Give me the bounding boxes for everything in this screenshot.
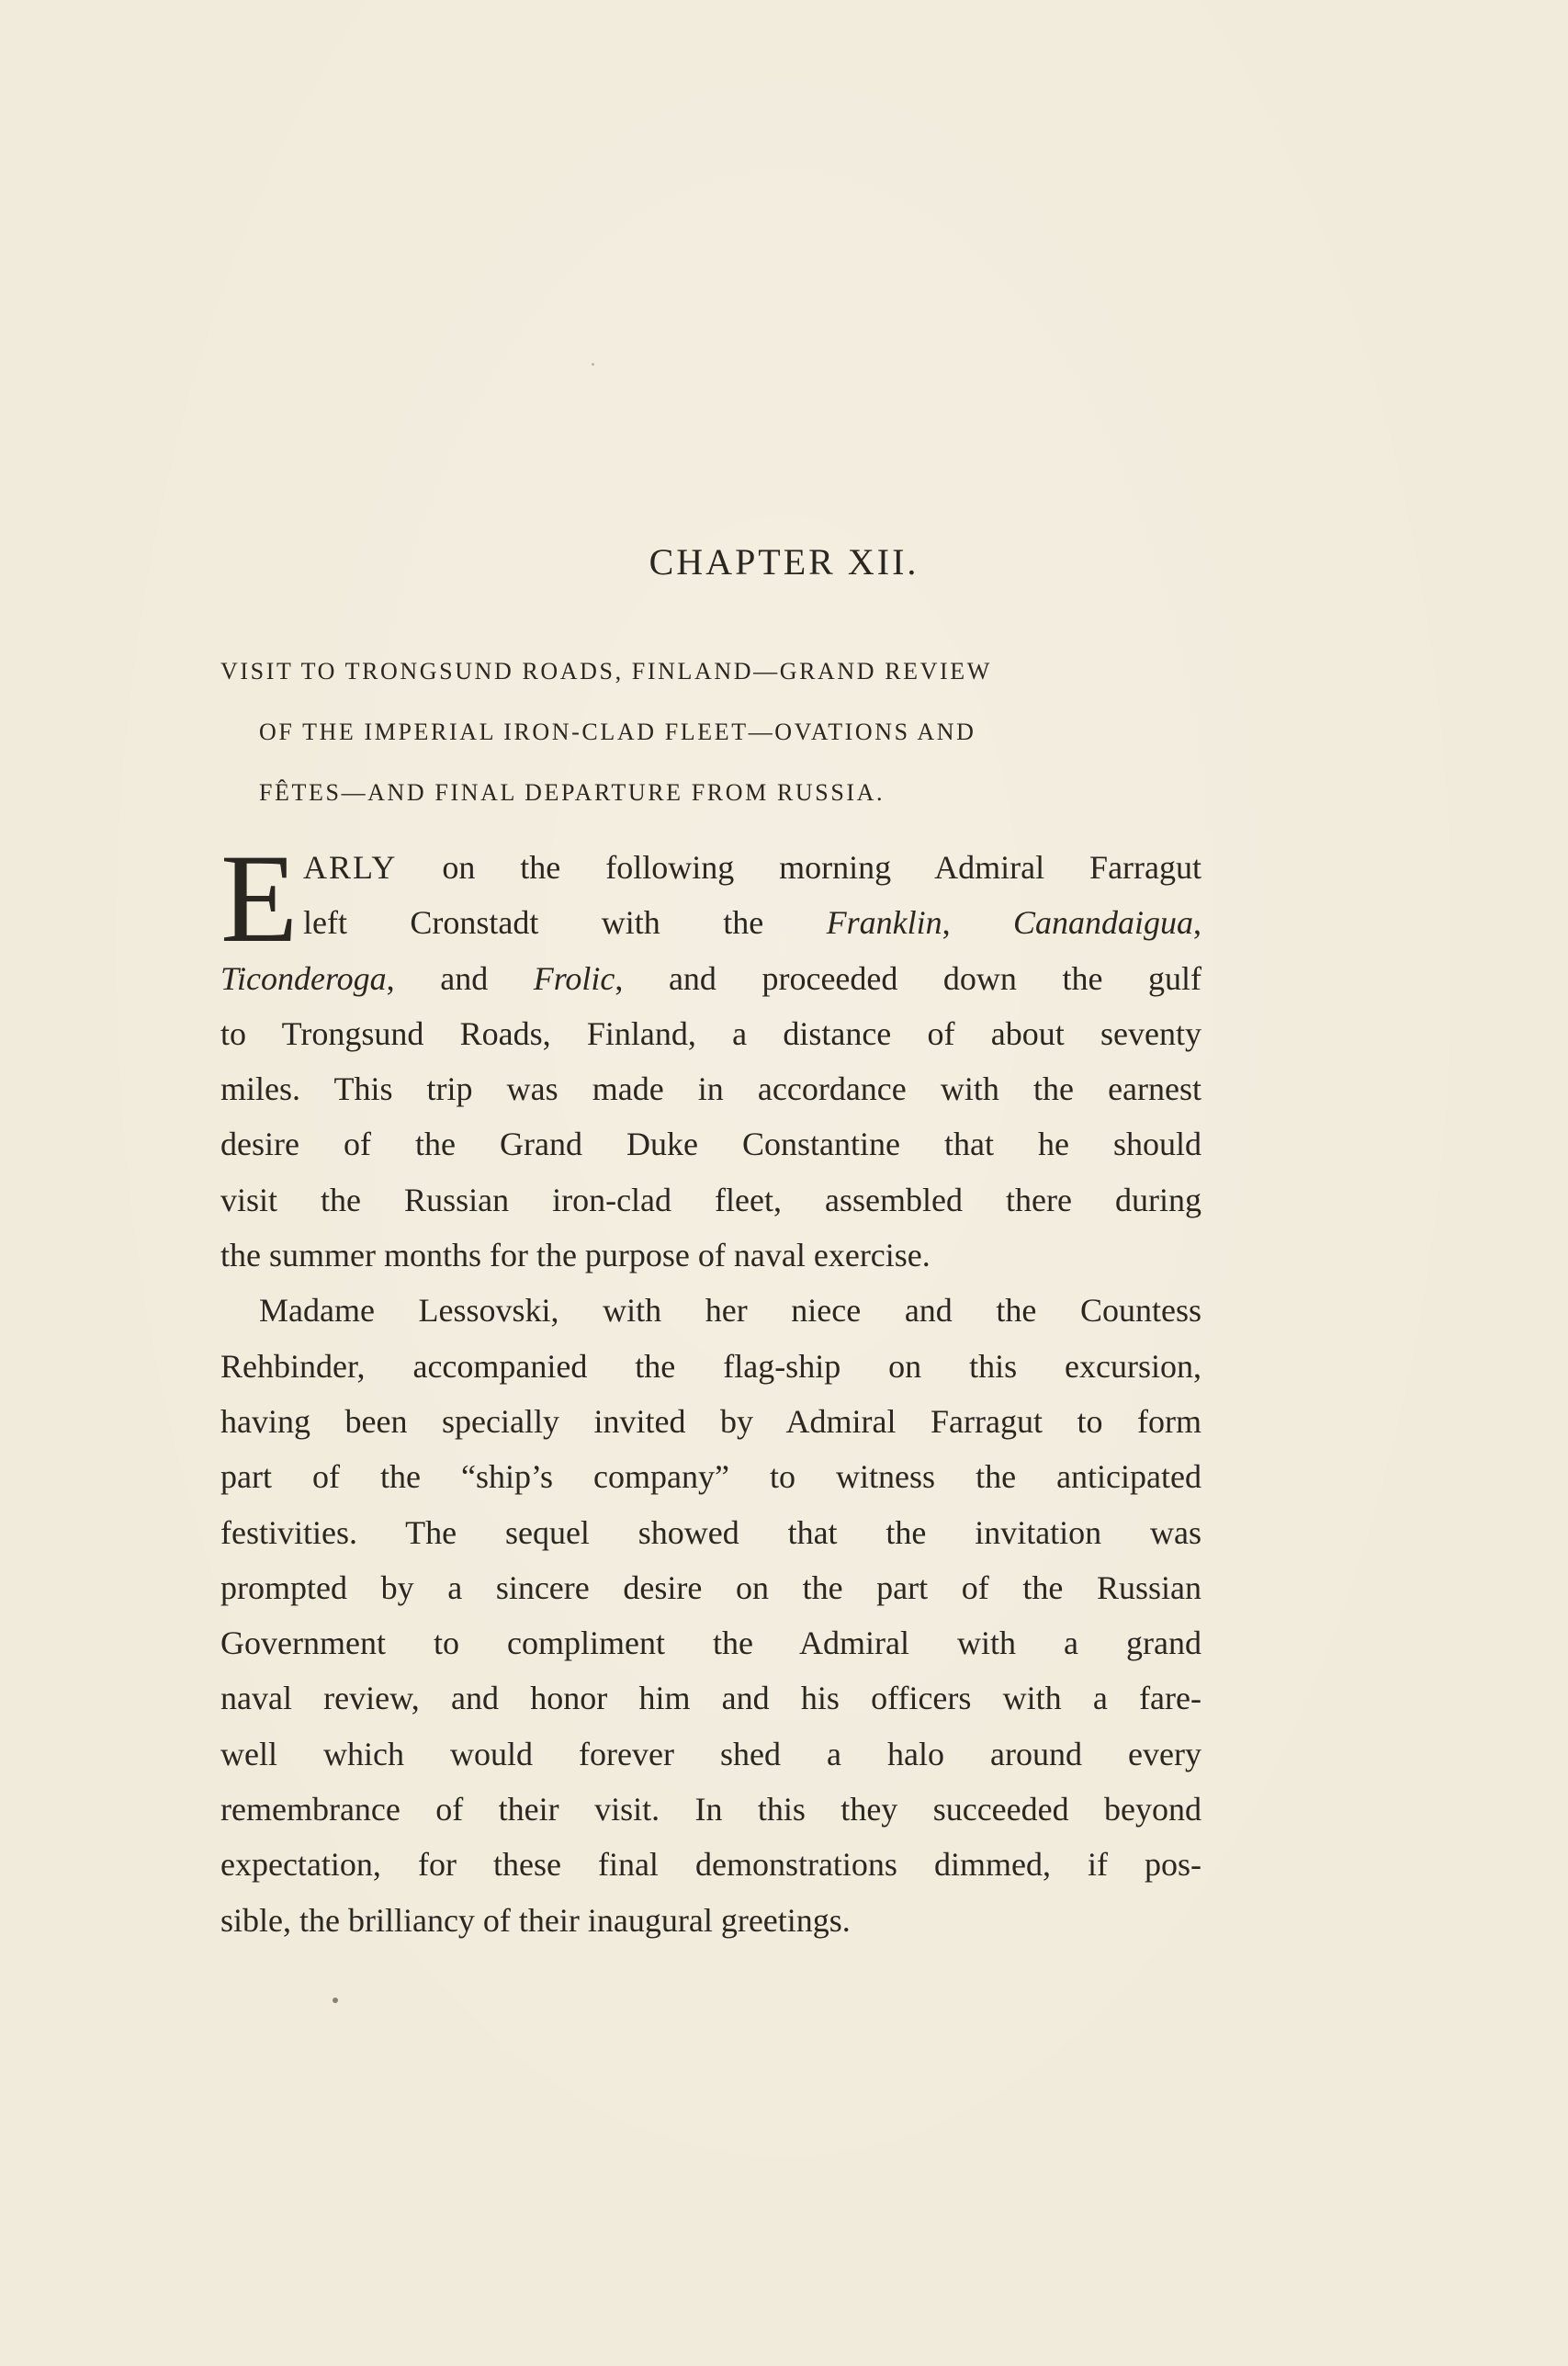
paragraph-line: part of the “ship’s company” to witness the anticipated [220,1458,1201,1496]
line-text: , and [386,959,534,997]
summary-line: VISIT TO TRONGSUND ROADS, FINLAND—GRAND REVIEW [220,658,992,685]
line-text: left Cronstadt with the [303,904,827,942]
paper-speck [592,363,594,366]
line-text: on the following morning Admiral Farragut [397,849,1201,886]
line-text: , and proceeded down the gulf [615,959,1201,997]
ship-name: Franklin [826,904,942,942]
ship-name: Canandaigua [1013,904,1194,942]
drop-cap-initial: E [220,828,299,968]
paragraph-line [220,951,1201,1006]
ship-name: Ticonderoga [220,959,387,997]
line-text: , [1193,904,1202,942]
paragraph-line: naval review, and honor him and his officers with a fare- [220,1680,1201,1717]
paragraph-line: remembrance of their visit. In this they succeeded beyond [220,1791,1201,1828]
paragraph-line [220,840,1201,895]
chapter-summary [220,641,1203,823]
paragraph-line: sible, the brilliancy of their inaugural greetings. [220,1901,851,1939]
paragraph-line: to Trongsund Roads, Finland, a distance of about seventy [220,1014,1201,1052]
paper-speck [333,1998,338,2003]
paragraph-line: Madame Lessovski, with her niece and the Countess [259,1292,1201,1330]
chapter-title: CHAPTER XII. [649,541,919,583]
paragraph-line: Rehbinder, accompanied the flag-ship on this excursion, [220,1347,1201,1385]
summary-line: OF THE IMPERIAL IRON-CLAD FLEET—OVATIONS AND [259,719,976,745]
paragraph-line: having been specially invited by Admiral Farragut to form [220,1402,1201,1440]
paragraph-line: festivities. The sequel showed that the invitation was [220,1513,1201,1551]
paragraph-line: Government to compliment the Admiral with a grand [220,1625,1201,1662]
chapter-body [220,828,1202,1948]
ship-name: Frolic [533,959,615,997]
line-text: , [942,904,1013,942]
paragraph-line: desire of the Grand Duke Constantine that he should [220,1126,1201,1163]
paragraph-line: prompted by a sincere desire on the part of the Russian [220,1568,1201,1606]
paragraph-line: expectation, for these final demonstrations dimmed, if pos- [220,1846,1201,1884]
summary-line: FÊTES—AND FINAL DEPARTURE FROM RUSSIA. [259,779,886,806]
paragraph-line: the summer months for the purpose of naval exercise. [220,1237,931,1274]
paragraph-line: well which would forever shed a halo around every [220,1735,1201,1772]
small-caps-word: ARLY [303,849,398,886]
paragraph-line: visit the Russian iron-clad fleet, assembled there during [220,1181,1201,1218]
paragraph-line [220,895,1201,950]
paragraph-line: miles. This trip was made in accordance with the earnest [220,1070,1201,1108]
